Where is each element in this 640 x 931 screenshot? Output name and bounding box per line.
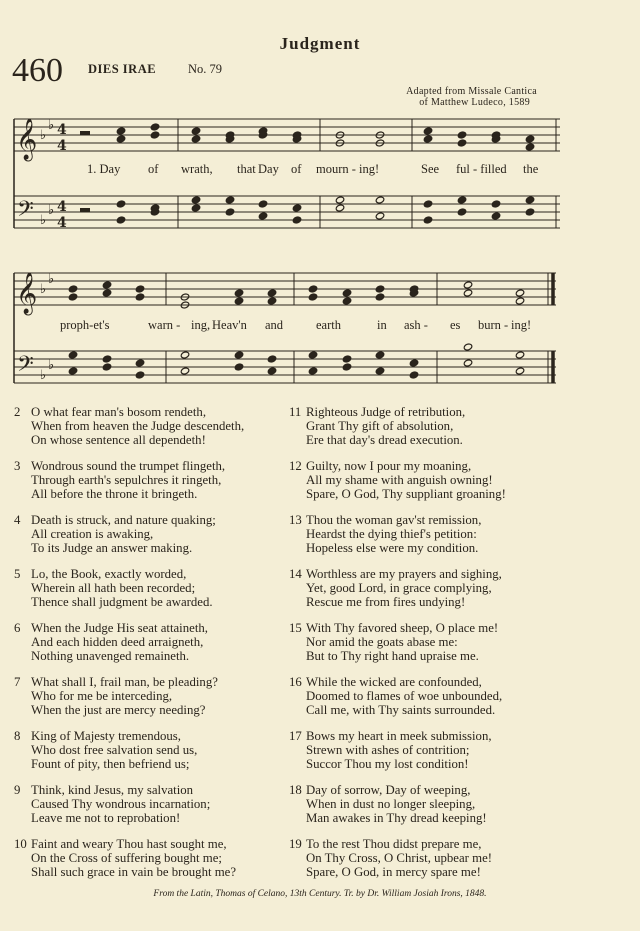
flat-sign: ♭ (40, 282, 47, 297)
quarter-note (525, 143, 534, 151)
verse (289, 513, 506, 555)
quarter-note (225, 196, 234, 204)
verse-line: Leave me not to reprobation! (31, 811, 181, 825)
verse-number: 8 (14, 729, 21, 743)
verse-line: Spare, O God, Thy suppliant groaning! (306, 487, 506, 501)
lyric-syllable: burn - (478, 318, 509, 332)
verse (289, 675, 506, 717)
quarter-note (375, 293, 384, 301)
flat-sign: ♭ (48, 203, 55, 218)
verse-line: Thence shall judgment be awarded. (31, 595, 213, 609)
verse-line: All creation is awaking, (31, 527, 154, 541)
verse (289, 621, 506, 663)
quarter-note (191, 204, 200, 212)
quarter-note (116, 127, 125, 135)
quarter-note (375, 285, 384, 293)
verse-number: 16 (289, 675, 302, 689)
verse-line: When the just are mercy needing? (31, 703, 206, 717)
time-signature-numerator: 4 (57, 122, 67, 138)
flat-sign: ♭ (40, 368, 47, 383)
verse-number: 4 (14, 513, 21, 527)
lyric-syllable: proph-et's (60, 318, 110, 332)
verse-line: Righteous Judge of retribution, (306, 405, 466, 419)
verse-line: King of Majesty tremendous, (31, 729, 181, 743)
quarter-note (116, 135, 125, 143)
half-note (515, 367, 524, 375)
quarter-note (191, 196, 200, 204)
quarter-note (457, 208, 466, 216)
verse-line: Worthless are my prayers and sighing, (306, 567, 502, 581)
verse-line: Thou the woman gav'st remission, (306, 513, 482, 527)
half-note (375, 196, 384, 204)
quarter-note (342, 289, 351, 297)
treble-clef: 𝄞 (16, 119, 38, 160)
verse-line: All my shame with anguish owning! (306, 473, 493, 487)
quarter-note (258, 212, 267, 220)
quarter-note (409, 359, 418, 367)
verse-line: Lo, the Book, exactly worded, (31, 567, 187, 581)
verse-line: Man awakes in Thy dread keeping! (306, 811, 487, 825)
quarter-note (102, 363, 111, 371)
quarter-note (342, 297, 351, 305)
half-note (463, 289, 472, 297)
lyric-syllable: mourn - ing! (316, 162, 380, 176)
verse-line: Hopeless else were my condition. (306, 541, 479, 555)
quarter-note (423, 135, 432, 143)
verse-line: Succor Thou my lost condition! (306, 757, 469, 771)
lyric-syllable: that (237, 162, 256, 176)
quarter-note (234, 289, 243, 297)
quarter-note (234, 363, 243, 371)
quarter-note (409, 371, 418, 379)
verse-line: Day of sorrow, Day of weeping, (306, 783, 471, 797)
verse-line: Nothing unavenged remaineth. (31, 649, 190, 663)
quarter-note (150, 123, 159, 131)
bass-clef: 𝄢 (17, 197, 34, 227)
quarter-note (423, 216, 432, 224)
quarter-note (68, 293, 77, 301)
verse-number: 14 (289, 567, 302, 581)
quarter-note (135, 359, 144, 367)
verse-line: Doomed to flames of woe unbounded, (306, 689, 503, 703)
verse-line: All before the throne it bringeth. (31, 487, 198, 501)
quarter-note (342, 363, 351, 371)
time-signature-denominator: 4 (57, 215, 67, 231)
verse-line: Nor amid the goats abase me: (306, 635, 458, 649)
time-signature-numerator: 4 (57, 199, 67, 215)
verse-line: O what fear man's bosom rendeth, (31, 405, 207, 419)
verse-line: When the Judge His seat attaineth, (31, 621, 208, 635)
verse (14, 837, 244, 879)
verse-line: On Thy Cross, O Christ, upbear me! (306, 851, 493, 865)
lyric-syllable: warn - (148, 318, 181, 332)
lyric-syllable: and (265, 318, 284, 332)
verse (14, 621, 244, 663)
flat-sign: ♭ (48, 358, 55, 373)
meter-number: No. 79 (188, 62, 223, 76)
verse-line: Bows my heart in meek submission, (306, 729, 492, 743)
verse (289, 837, 506, 879)
verse-line: Shall such grace in vain be brought me? (31, 865, 237, 879)
quarter-note (191, 135, 200, 143)
verse-line: Faint and weary Thou hast sought me, (31, 837, 227, 851)
lyric-syllable: ash - (404, 318, 428, 332)
quarter-note (375, 367, 384, 375)
source-line-2: of Matthew Ludeco, 1589 (419, 97, 530, 108)
half-note (335, 196, 344, 204)
verse-number: 7 (14, 675, 21, 689)
verse-number: 18 (289, 783, 302, 797)
quarter-note (267, 289, 276, 297)
quarter-note (457, 196, 466, 204)
quarter-note (342, 355, 351, 363)
lyric-syllable: ing! (511, 318, 532, 332)
half-note (335, 204, 344, 212)
verse-line: Ere that day's dread execution. (306, 433, 463, 447)
verse (289, 405, 506, 447)
quarter-note (491, 200, 500, 208)
quarter-note (135, 371, 144, 379)
verses-right-column (289, 405, 506, 891)
verse (14, 675, 244, 717)
lyric-syllable: Day (258, 162, 279, 176)
quarter-note (423, 200, 432, 208)
verse-line: Who for me be interceding, (31, 689, 173, 703)
verse-line: Wherein all hath been recorded; (31, 581, 196, 595)
verse-number: 5 (14, 567, 21, 581)
lyric-syllable: the (523, 162, 539, 176)
verse-line: Death is struck, and nature quaking; (31, 513, 216, 527)
lyric-syllable: es (450, 318, 461, 332)
verse-number: 2 (14, 405, 21, 419)
quarter-note (191, 127, 200, 135)
lyric-syllable: of (291, 162, 302, 176)
verse-line: Think, kind Jesus, my salvation (31, 783, 194, 797)
verse-line: Grant Thy gift of absolution, (306, 419, 454, 433)
quarter-note (68, 285, 77, 293)
flat-sign: ♭ (40, 213, 47, 228)
quarter-note (234, 297, 243, 305)
half-note (375, 212, 384, 220)
verse (14, 567, 244, 609)
half-note (180, 367, 189, 375)
section-title: Judgment (279, 34, 361, 53)
quarter-note (135, 293, 144, 301)
quarter-note (102, 281, 111, 289)
quarter-note (116, 216, 125, 224)
bass-clef: 𝄢 (17, 352, 34, 382)
verse-number: 11 (289, 405, 302, 419)
verse-line: But to Thy right hand upraise me. (306, 649, 479, 663)
verse-number: 17 (289, 729, 302, 743)
quarter-note (102, 289, 111, 297)
half-note (515, 297, 524, 305)
quarter-note (68, 351, 77, 359)
source-line-1: Adapted from Missale Cantica (406, 86, 537, 97)
quarter-note (491, 212, 500, 220)
quarter-note (457, 139, 466, 147)
verse (289, 729, 506, 771)
verse-line: With Thy favored sheep, O place me! (306, 621, 499, 635)
quarter-note (423, 127, 432, 135)
half-note (463, 281, 472, 289)
verse-line: Heardst the dying thief's petition: (306, 527, 477, 541)
verse-line: To its Judge an answer making. (31, 541, 193, 555)
flat-sign: ♭ (48, 272, 55, 287)
verse-number: 19 (289, 837, 302, 851)
half-note (515, 351, 524, 359)
verse-line: To the rest Thou didst prepare me, (306, 837, 482, 851)
verse-line: What shall I, frail man, be pleading? (31, 675, 218, 689)
verse-line: On the Cross of suffering bought me; (31, 851, 222, 865)
verse-number: 15 (289, 621, 302, 635)
quarter-note (135, 285, 144, 293)
verse-line: While the wicked are confounded, (306, 675, 482, 689)
lyric-syllable: Heav'n (212, 318, 247, 332)
lyric-syllable: See (421, 162, 440, 176)
verse (14, 783, 244, 825)
lyric-syllable: ful - filled (456, 162, 507, 176)
verse-line: Caused Thy wondrous incarnation; (31, 797, 211, 811)
quarter-note (308, 367, 317, 375)
quarter-note (525, 196, 534, 204)
verse (289, 783, 506, 825)
half-note (180, 351, 189, 359)
verse (289, 567, 506, 609)
verse-line: Spare, O God, in mercy spare me! (306, 865, 481, 879)
hymn-number: 460 (12, 52, 63, 89)
quarter-note (525, 135, 534, 143)
verse-line: Wondrous sound the trumpet flingeth, (31, 459, 226, 473)
verse (14, 405, 245, 447)
verse-number: 6 (14, 621, 21, 635)
verse-number: 3 (14, 459, 21, 473)
verse-line: Guilty, now I pour my moaning, (306, 459, 472, 473)
half-note (463, 359, 472, 367)
verse-line: Rescue me from fires undying! (306, 595, 466, 609)
lyric-syllable: in (377, 318, 387, 332)
verse-line: Strewn with ashes of contrition; (306, 743, 470, 757)
verse-line: Through earth's sepulchres it ringeth, (31, 473, 222, 487)
footer-attribution: From the Latin, Thomas of Celano, 13th Century. Tr. by Dr. William Josiah Irons, 1848. (153, 889, 487, 899)
half-note (463, 343, 472, 351)
verse-line: Who dost free salvation send us, (31, 743, 198, 757)
verse-line: Yet, good Lord, in grace complying, (306, 581, 492, 595)
verse-number: 12 (289, 459, 302, 473)
quarter-note (267, 367, 276, 375)
quarter-note (457, 131, 466, 139)
verse-number: 13 (289, 513, 302, 527)
verse-line: When in dust no longer sleeping, (306, 797, 476, 811)
half-rest (80, 131, 90, 135)
verse (14, 729, 244, 771)
verse (289, 459, 506, 501)
half-rest (80, 208, 90, 212)
flat-sign: ♭ (40, 128, 47, 143)
verse-number: 9 (14, 783, 21, 797)
verse (14, 513, 244, 555)
quarter-note (308, 293, 317, 301)
lyric-syllable: 1. Day (87, 162, 121, 176)
quarter-note (116, 200, 125, 208)
half-note (515, 289, 524, 297)
music-score (0, 0, 640, 400)
lyric-syllable: ing, (191, 318, 211, 332)
quarter-note (267, 297, 276, 305)
verse-line: Call me, with Thy saints surrounded. (306, 703, 496, 717)
verse-line: When from heaven the Judge descendeth, (31, 419, 245, 433)
quarter-note (234, 351, 243, 359)
verse-line: And each hidden deed arraigneth, (31, 635, 204, 649)
quarter-note (267, 355, 276, 363)
lyric-syllable: of (148, 162, 159, 176)
quarter-note (102, 355, 111, 363)
quarter-note (308, 351, 317, 359)
quarter-note (525, 208, 534, 216)
quarter-note (375, 351, 384, 359)
quarter-note (150, 131, 159, 139)
quarter-note (292, 204, 301, 212)
tune-name: DIES IRAE (88, 62, 157, 76)
quarter-note (308, 285, 317, 293)
time-signature-denominator: 4 (57, 138, 67, 154)
verse-number: 10 (14, 837, 27, 851)
verse (14, 459, 244, 501)
quarter-note (68, 367, 77, 375)
lyric-syllable: wrath, (181, 162, 213, 176)
verse-line: Fount of pity, then befriend us; (31, 757, 190, 771)
flat-sign: ♭ (48, 118, 55, 133)
lyric-syllable: earth (316, 318, 341, 332)
verses-left-column (14, 405, 245, 891)
treble-clef: 𝄞 (16, 273, 38, 314)
verse-line: On whose sentence all dependeth! (31, 433, 206, 447)
quarter-note (225, 208, 234, 216)
quarter-note (258, 200, 267, 208)
quarter-note (292, 216, 301, 224)
